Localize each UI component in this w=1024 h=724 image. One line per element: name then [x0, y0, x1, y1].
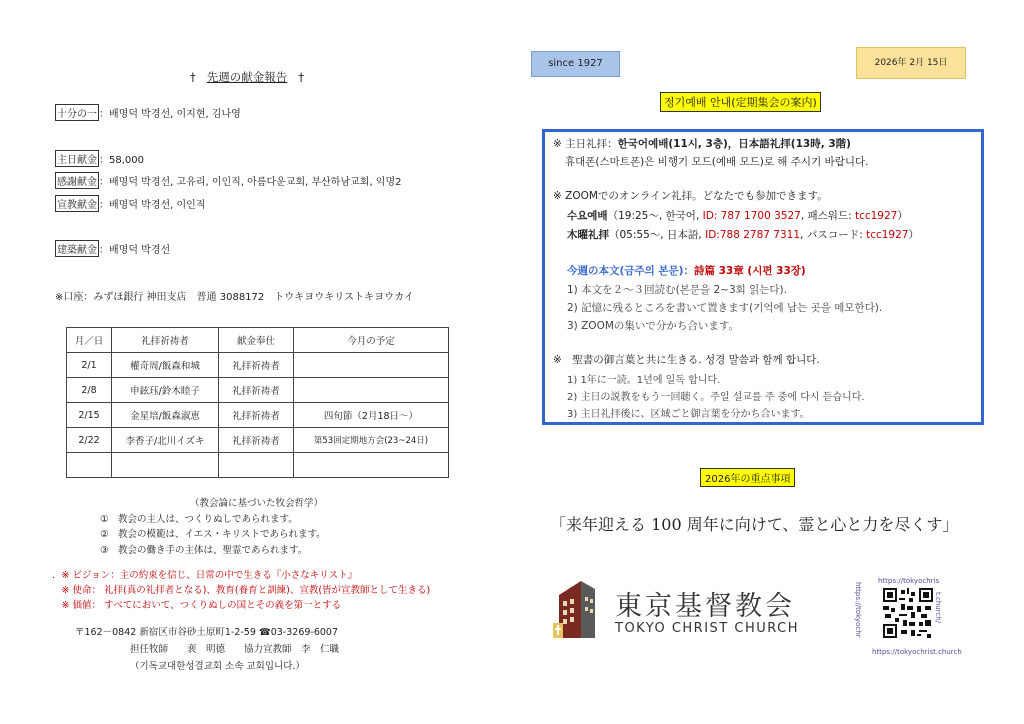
scripture-step-2: 2) 主日の説教をもう一回聴く。주일 설교를 주 중에 다시 듣습니다.: [567, 392, 865, 403]
bank-account: ※口座：みずほ銀行 神田支店 普通 3088172 トウキヨウキリストキヨウカイ: [55, 292, 414, 303]
reading-step-3: 3) ZOOMの集いで分かち合います。: [567, 320, 740, 332]
table-row: [67, 453, 449, 478]
thanks-offering-row: [55, 172, 402, 189]
building-label: 建築献金: [55, 240, 99, 257]
tithe-names: ：배명덕 박경선, 이지현, 김나영: [99, 109, 241, 120]
logo-text-ja: 東京基督教会: [615, 591, 795, 622]
mission-label: 宣教献金: [55, 195, 99, 212]
affiliation: （기독교대한성결교회 소속 교회입니다.）: [130, 661, 305, 672]
thanks-names: ：배명덕 박경선, 고유리, 이인직, 아름다운교회, 부산하남교회, 익명2: [99, 177, 402, 188]
header-plan: 今月の予定: [294, 328, 449, 353]
url-side: https://tokyochr: [854, 582, 862, 638]
sunday-label: 主日献金: [55, 150, 99, 167]
vision-line: ．※ ビジョン：主の約束を信じ、日常の中で生きる『小さなキリスト』: [52, 570, 358, 581]
church-logo-icon: [551, 575, 601, 638]
mission-line: ※ 使命： 礼拝(真の礼拝者となる)、教育(養育と訓練)、宣教(皆が宣教師として生きる): [52, 585, 431, 596]
offering-report-title: † 先週の献金報告 †: [190, 70, 304, 84]
zoom-line: ※ ZOOMでのオンライン礼拝。どなたでも参加できます。: [553, 190, 828, 202]
reading-step-1: 1) 本文を２～３回読む(본문을 2~3회 읽는다).: [567, 284, 787, 296]
building-names: ：배명덕 박경선: [99, 245, 171, 256]
pastoral-philosophy: [100, 496, 326, 558]
worship-info-box: [542, 129, 984, 425]
sunday-value: ：58,000: [99, 155, 144, 166]
focus-title: 2026年の重点事項: [700, 468, 795, 487]
philosophy-heading: （教会論に基づいた牧会哲学）: [190, 498, 324, 509]
philosophy-item: ① 教会の主人は、つくりぬしであられます。: [100, 513, 298, 525]
philosophy-item: ② 教会の模範は、イエス・キリストであられます。: [100, 529, 326, 540]
pastors: 担任牧師 裵 明德 協力宣教師 李 仁職: [130, 644, 340, 655]
url-bottom: https://tokyochrist.church: [872, 648, 962, 656]
table-row: 2/15 金星培/飯森淑恵 礼拝祈祷者 四旬節（2月18日～）: [67, 403, 449, 428]
phone-notice: 휴대폰(스마트폰)은 비행기 모드(예배 모드)로 해 주시기 바랍니다.: [565, 156, 869, 168]
mission-names: ：배명덕 박경선, 이인직: [99, 200, 206, 211]
table-row: 2/8 申鉉珏/鈴木睦子 礼拝祈祷者: [67, 378, 449, 403]
url-top: https://tokyochris: [878, 577, 940, 585]
scripture-step-3: 3) 主日礼拝後に、区域ごと御言葉を分かち合います。: [567, 409, 810, 420]
reading-step-2: 2) 記憶に残るところを書いて置きます(기억에 남는 곳을 메모한다).: [567, 302, 883, 314]
header-date: 月／日: [67, 328, 112, 353]
schedule-header-row: [67, 328, 449, 353]
date-badge: 2026年 2月 15日: [856, 47, 966, 79]
header-prayer: 礼拝祈祷者: [112, 328, 219, 353]
sunday-offering-row: [55, 150, 144, 167]
address-block: [75, 624, 339, 675]
tithe-row: [55, 104, 241, 121]
wednesday-worship: 수요예배（19:25～, 한국어, ID: 787 1700 3527, 패스워드: tcc1927）: [567, 210, 908, 222]
scripture-step-1: 1) 1年に一読。1년에 일독 합니다.: [567, 375, 721, 386]
sunday-worship-line: ※ 主日礼拝：한국어예배(11시, 3층)，日本語礼拝(13時, 3階): [553, 138, 851, 150]
table-row: 2/1 權奇周/飯森和城 礼拝祈祷者: [67, 353, 449, 378]
logo-text-en: TOKYO CHRIST CHURCH: [615, 621, 799, 636]
thursday-worship: 木曜礼拝（05:55～, 日本語, ID:788 2787 7311, パスコード: tcc1927）: [567, 229, 919, 241]
motto: 「来年迎える 100 周年に向けて、霊と心と力を尽くす」: [550, 515, 959, 534]
worship-guide-title: 정기예배 안내(定期集会の案内): [660, 92, 821, 112]
building-offering-row: [55, 240, 170, 257]
table-row: 2/22 李香子/北川イズキ 礼拝祈祷者 第53回定期地方会(23~24日): [67, 428, 449, 453]
schedule-table: [66, 327, 449, 478]
value-line: ※ 価値： すべてにおいて、つくりぬしの国とその義を第一とする: [52, 600, 342, 611]
offering-title-text: 先週の献金報告: [206, 70, 288, 84]
since-badge: since 1927: [531, 51, 620, 77]
thanks-label: 感謝献金: [55, 172, 99, 189]
scripture-line: ※ 聖書の御言葉と共に生きる. 성경 말씀과 함께 합니다.: [553, 354, 820, 366]
weekly-text: 今週の本文(금주의 본문)：詩篇 33章 (시편 33장): [567, 265, 806, 277]
mission-offering-row: [55, 195, 205, 212]
url-side-2: t.church/: [934, 592, 942, 624]
philosophy-item: ③ 教会の働き手の主体は、聖霊であられます。: [100, 544, 308, 556]
header-offering: 献金奉仕: [219, 328, 294, 353]
vision-block: [52, 568, 430, 613]
tithe-label: 十分の一: [55, 104, 99, 121]
address: 〒162－0842 新宿区市谷砂土原町1-2-59 ☎03-3269-6007: [75, 627, 339, 638]
qr-code-icon: [883, 588, 933, 638]
